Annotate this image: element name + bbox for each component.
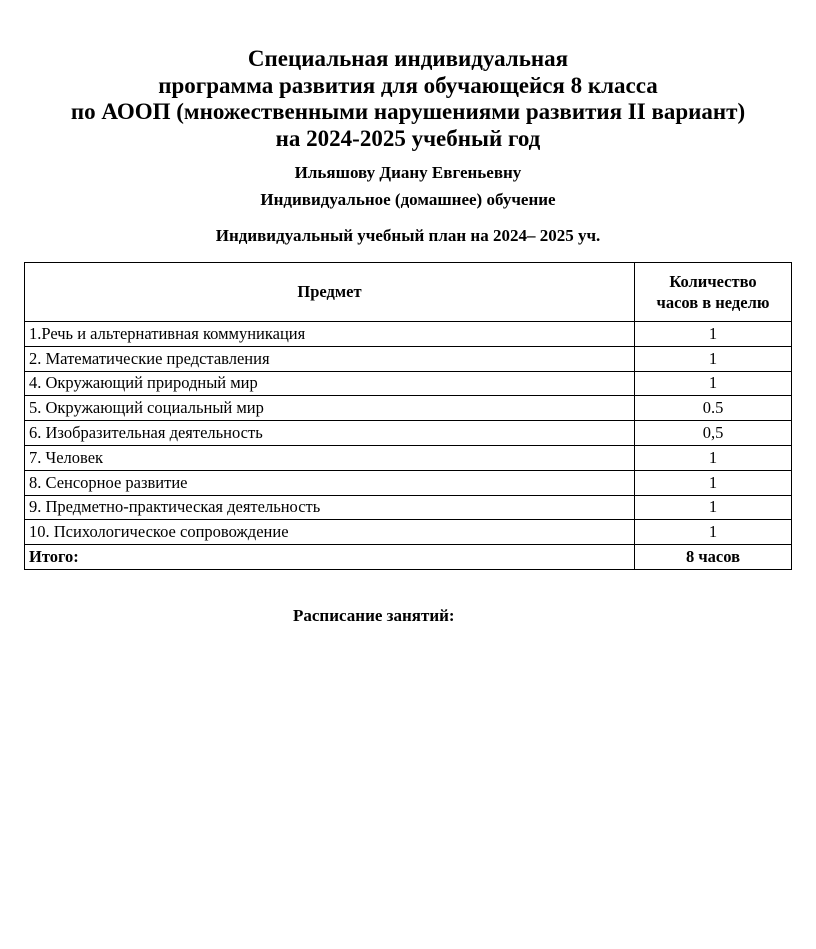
subject-cell: 6. Изобразительная деятельность bbox=[25, 421, 635, 446]
total-row bbox=[25, 545, 792, 570]
hours-cell: 0.5 bbox=[635, 396, 792, 421]
total-label: Итого: bbox=[25, 545, 635, 570]
subject-cell: 4. Окружающий природный мир bbox=[25, 371, 635, 396]
header-hours bbox=[635, 263, 792, 322]
header-hours-line-1: Количество bbox=[669, 272, 757, 291]
hours-cell: 0,5 bbox=[635, 421, 792, 446]
table-row bbox=[25, 495, 792, 520]
total-value: 8 часов bbox=[635, 545, 792, 570]
subject-cell: 8. Сенсорное развитие bbox=[25, 470, 635, 495]
schedule-title: Расписание занятий: bbox=[293, 606, 455, 625]
subject-cell: 10. Психологическое сопровождение bbox=[25, 520, 635, 545]
table-row bbox=[25, 346, 792, 371]
hours-cell: 1 bbox=[635, 470, 792, 495]
title-line-4: на 2024-2025 учебный год bbox=[275, 125, 541, 151]
table-row bbox=[25, 371, 792, 396]
document-title bbox=[0, 46, 816, 152]
title-line-3: по АООП (множественными нарушениями развития II вариант) bbox=[70, 99, 746, 124]
subject-cell: 1.Речь и альтернативная коммуникация bbox=[25, 322, 635, 347]
hours-cell: 1 bbox=[635, 495, 792, 520]
hours-cell: 1 bbox=[635, 445, 792, 470]
table-row bbox=[25, 322, 792, 347]
title-line-2: программа развития для обучающейся 8 класса bbox=[158, 72, 658, 98]
plan-title: Индивидуальный учебный план на 2024– 2025 уч. bbox=[215, 226, 601, 245]
header-subject: Предмет bbox=[25, 263, 635, 322]
hours-cell: 1 bbox=[635, 371, 792, 396]
hours-cell: 1 bbox=[635, 346, 792, 371]
table-row bbox=[25, 470, 792, 495]
hours-cell: 1 bbox=[635, 520, 792, 545]
table-row bbox=[25, 520, 792, 545]
table-row bbox=[25, 421, 792, 446]
table-header-row bbox=[25, 263, 792, 322]
table-row bbox=[25, 445, 792, 470]
table-row bbox=[25, 396, 792, 421]
subject-cell: 2. Математические представления bbox=[25, 346, 635, 371]
curriculum-table bbox=[24, 262, 792, 570]
subject-cell: 7. Человек bbox=[25, 445, 635, 470]
subject-cell: 9. Предметно-практическая деятельность bbox=[25, 495, 635, 520]
study-form: Индивидуальное (домашнее) обучение bbox=[260, 190, 556, 209]
student-name: Ильяшову Диану Евгеньевну bbox=[294, 163, 522, 182]
hours-cell: 1 bbox=[635, 322, 792, 347]
header-hours-line-2: часов в неделю bbox=[656, 293, 770, 312]
title-line-1: Специальная индивидуальная bbox=[247, 46, 569, 71]
subject-cell: 5. Окружающий социальный мир bbox=[25, 396, 635, 421]
